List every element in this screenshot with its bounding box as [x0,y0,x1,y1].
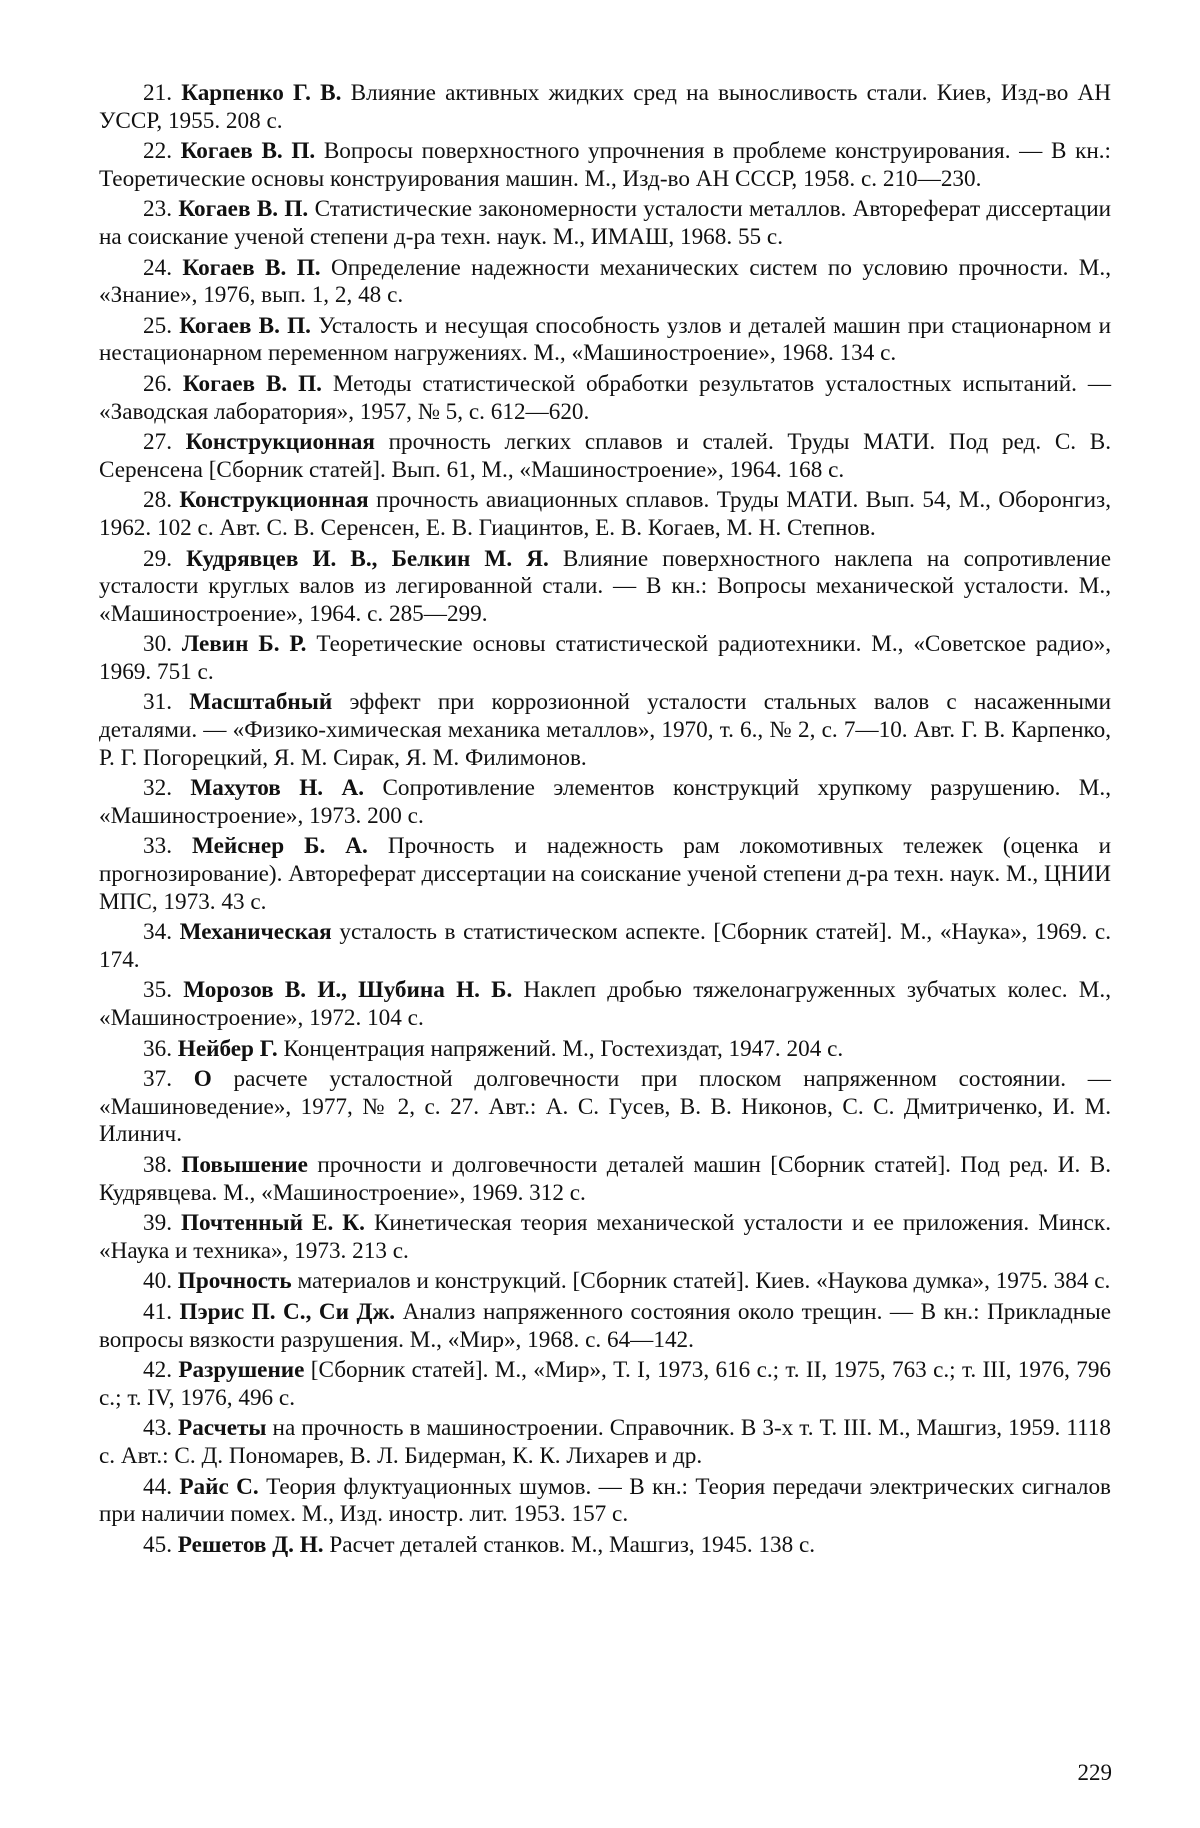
reference-item [99,313,1111,368]
reference-text: Усталость и несущая способность узлов и деталей машин при стационарном и нестационарном переменном нагружениях. М., «Машиностроение», 1968. 134 с. [99,312,1111,367]
reference-author: Решетов Д. Н. [177,1531,324,1558]
reference-item [99,255,1111,310]
reference-number: 43. [143,1415,172,1442]
reference-item [99,1152,1111,1207]
reference-author: Кудрявцев И. В., Белкин М. Я. [186,545,549,572]
reference-author: Когаев В. П. [178,196,309,223]
reference-item [99,1532,1111,1560]
reference-item [99,371,1111,426]
reference-number: 45. [143,1531,172,1558]
reference-item [99,833,1111,916]
reference-item [99,775,1111,830]
reference-author: Когаев В. П. [182,370,322,397]
reference-author: Левин Б. Р. [181,631,307,658]
reference-number: 36. [143,1035,172,1062]
reference-author: Когаев В. П. [182,254,321,281]
reference-item [99,429,1111,484]
reference-item [99,631,1111,686]
reference-number: 31. [143,689,172,716]
reference-author: Расчеты [178,1415,267,1442]
reference-number: 42. [143,1357,172,1384]
reference-author: Повышение [181,1151,308,1178]
reference-text: Концентрация напряжений. М., Гостехиздат, 1947. 204 с. [283,1035,844,1062]
reference-author: Пэрис П. С., Си Дж. [179,1298,396,1325]
reference-author: Масштабный [189,689,333,716]
reference-text: эффект при коррозионной усталости стальных валов с насаженными деталями. — «Физико-химическая механика металлов», 1970, т. 6., № 2, с. 7—10. Авт. Г. В. Карпенко, Р. Г. Погорецкий, Я. М. Сирак, Я. М. Филимонов. [99,689,1111,771]
reference-text: на прочность в машиностроении. Справочник. В 3-х т. Т. III. М., Машгиз, 1959. 1118 с. Авт.: С. Д. Пономарев, В. Л. Бидерман, К. К. Лихарев и др. [99,1415,1111,1469]
reference-number: 39. [143,1210,172,1237]
reference-author: Прочность [177,1268,292,1295]
reference-author: Разрушение [178,1357,305,1384]
reference-item [99,138,1111,193]
reference-text: Сопротивление элементов конструкций хрупкому разрушению. М., «Машиностроение», 1973. 200 с. [99,775,1111,829]
reference-item [99,1268,1111,1296]
reference-item [99,80,1111,135]
reference-item [99,1066,1111,1149]
reference-text: прочность легких сплавов и сталей. Труды МАТИ. Под ред. С. В. Серенсена [Сборник статей]. Вып. 61, М., «Машиностроение», 1964. 168 с. [99,429,1112,483]
reference-text: прочности и долговечности деталей машин [Сборник статей]. Под ред. И. В. Кудрявцева. М., «Машиностроение», 1969. 312 с. [99,1151,1111,1206]
reference-author: Конструкционная [179,487,369,514]
reference-text: Теоретические основы статистической радиотехники. М., «Советское радио», 1969. 751 с. [99,631,1112,685]
reference-text: [Сборник статей]. М., «Мир», Т. I, 1973, 616 с.; т. II, 1975, 763 с.; т. III, 1976, 796 с.; т. IV, 1976, 496 с. [99,1357,1112,1411]
reference-number: 37. [143,1066,172,1093]
reference-number: 26. [143,370,172,397]
reference-number: 25. [143,312,172,339]
reference-author: Механическая [179,919,332,946]
reference-text: Анализ напряженного состояния около трещин. — В кн.: Прикладные вопросы вязкости разрушения. М., «Мир», 1968. с. 64—142. [99,1298,1112,1353]
reference-text: усталость в статистическом аспекте. [Сборник статей]. М., «Наука», 1969. с. 174. [99,919,1111,973]
reference-item [99,1474,1111,1529]
reference-item [99,1210,1111,1265]
reference-text: материалов и конструкций. [Сборник статей]. Киев. «Наукова думка», 1975. 384 с. [297,1268,1111,1295]
reference-number: 44. [143,1473,172,1500]
reference-list [99,80,1111,1562]
reference-item [99,487,1111,542]
reference-number: 30. [143,631,172,658]
reference-author: Почтенный Е. К. [181,1210,365,1237]
reference-number: 24. [143,254,172,281]
reference-number: 28. [143,487,172,514]
reference-author: Мейснер Б. А. [192,833,368,860]
reference-author: Морозов В. И., Шубина Н. Б. [183,977,513,1004]
reference-author: Карпенко Г. В. [181,80,342,106]
reference-text: Определение надежности механических систем по условию прочности. М., «Знание», 1976, вып. 1, 2, 48 с. [99,254,1111,309]
reference-number: 22. [143,138,172,165]
reference-number: 41. [143,1298,172,1325]
reference-text: Прочность и надежность рам локомотивных тележек (оценка и прогнозирование). Автореферат диссертации на соискание ученой степени д-ра техн. наук. М., ЦНИИ МПС, 1973. 43 с. [99,833,1111,915]
reference-author: Махутов Н. А. [190,775,365,802]
reference-item [99,1036,1111,1064]
reference-text: Вопросы поверхностного упрочнения в проблеме конструирования. — В кн.: Теоретические основы конструирования машин. М., Изд-во АН СССР, 1958. с. 210—230. [99,138,1111,192]
reference-number: 33. [143,833,172,860]
reference-text: Влияние активных жидких сред на выносливость стали. Киев, Изд-во АН УССР, 1955. 208 с. [99,80,1111,134]
reference-number: 23. [143,196,172,223]
reference-text: Кинетическая теория механической усталости и ее приложения. Минск. «Наука и техника», 1973. 213 с. [99,1210,1111,1264]
page-number: 229 [1077,1760,1112,1785]
reference-author: Нейбер Г. [177,1035,278,1062]
reference-text: Теория флуктуационных шумов. — В кн.: Теория передачи электрических сигналов при наличии помех. М., Изд. иностр. лит. 1953. 157 с. [99,1473,1111,1528]
reference-number: 21. [143,80,172,106]
reference-item [99,1415,1111,1470]
reference-text: прочность авиационных сплавов. Труды МАТИ. Вып. 54, М., Оборонгиз, 1962. 102 с. Авт. С. В. Серенсен, Е. В. Гиацинтов, Е. В. Когаев, М. Н. Степнов. [99,487,1112,541]
reference-number: 29. [143,545,172,572]
reference-number: 34. [143,919,172,946]
reference-number: 35. [143,977,172,1004]
reference-item [99,689,1111,772]
reference-number: 32. [143,775,172,802]
reference-author: Райс С. [179,1473,259,1500]
reference-text: Методы статистической обработки результатов усталостных испытаний. — «Заводская лаборатория», 1957, № 5, с. 612—620. [99,370,1112,425]
reference-text: Наклеп дробью тяжелонагруженных зубчатых колес. М., «Машиностроение», 1972. 104 с. [99,977,1111,1031]
reference-number: 27. [143,429,172,456]
reference-item [99,196,1111,251]
reference-item [99,919,1111,974]
reference-text: Расчет деталей станков. М., Машгиз, 1945. 138 с. [329,1531,816,1558]
reference-text: Статистические закономерности усталости металлов. Автореферат диссертации на соискание ученой степени д-ра техн. наук. М., ИМАШ, 1968. 55 с. [99,196,1112,250]
reference-number: 38. [143,1151,172,1178]
reference-author: О [193,1066,212,1093]
reference-text: расчете усталостной долговечности при плоском напряженном состоянии. — «Машиноведение», 1977, № 2, с. 27. Авт.: А. С. Гусев, В. В. Никонов, С. С. Дмитриченко, И. М. Илинич. [99,1066,1111,1148]
reference-item [99,977,1111,1032]
reference-text: Влияние поверхностного наклепа на сопротивление усталости круглых валов из легированной стали. — В кн.: Вопросы механической усталости. М., «Машиностроение», 1964. с. 285—299. [99,545,1112,627]
reference-author: Конструкционная [185,429,375,456]
reference-item [99,546,1111,629]
reference-author: Когаев В. П. [180,138,316,165]
reference-item [99,1299,1111,1354]
reference-number: 40. [143,1268,172,1295]
reference-author: Когаев В. П. [179,312,311,339]
reference-item [99,1357,1111,1412]
